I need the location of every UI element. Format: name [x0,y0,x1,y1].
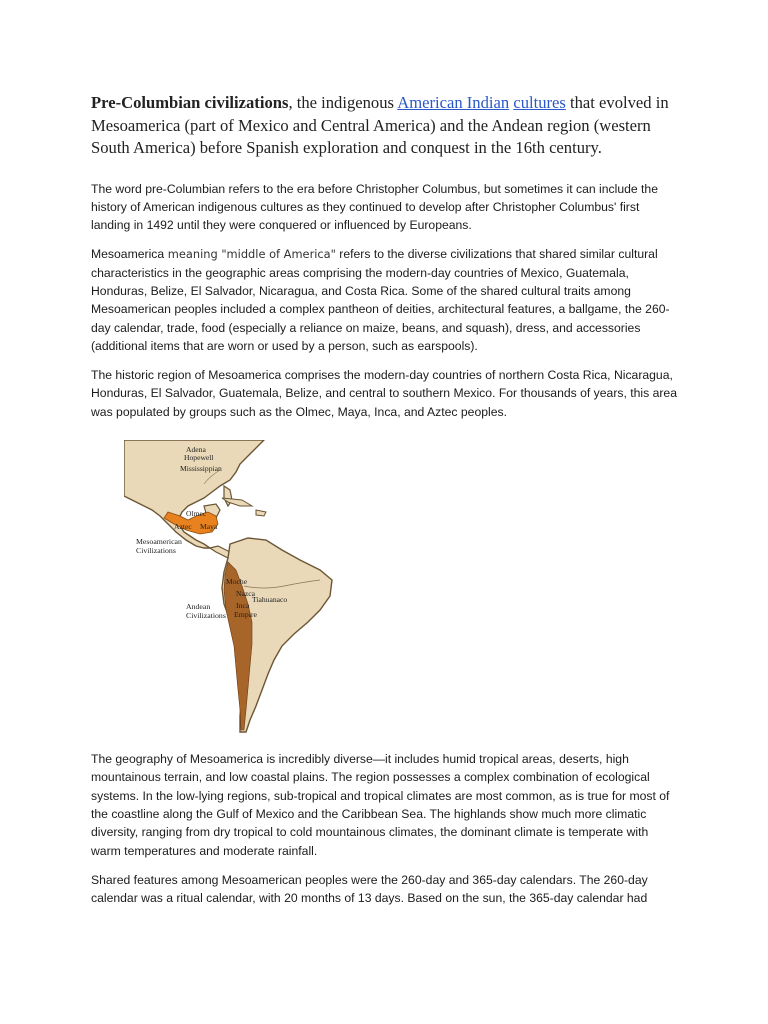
paragraph-mesoamerica-meaning: Mesoamerica meaning "middle of America" refers to the diverse civilizations that shared similar cultural characteristics in the geographic areas comprising the modern-day countries of Mexico, Guatemala, Honduras, Belize, El Salvador, Nicaragua, and Costa Rica. Some of the shared cultural traits among Mesoamerican peoples included a complex pantheon of deities, architectural features, a ballgame, the 260-day calendar, trade, food (especially a reliance on maize, beans, and squash), dress, and accessories (additional items that are worn or used by a person, such as earspools). [91,247,670,353]
label-mississippian: Mississippian [180,464,222,474]
label-adena: Adena [186,445,206,455]
link-cultures[interactable]: cultures [513,93,566,112]
label-hopewell: Hopewell [184,453,214,463]
label-inca: Inca [236,601,250,611]
label-aztec: Aztec [174,522,192,532]
label-inca-empire: Empire [234,610,257,620]
map-svg [124,440,336,738]
paragraph-geography: The geography of Mesoamerica is incredibly diverse—it includes humid tropical areas, deserts, high mountainous terrain, and low coastal plains. The region possesses a complex combination of ecological systems. In the low-lying regions, sub-tropical and tropical climates are most common, as is true for most of the coastline along the Gulf of Mexico and the Caribbean Sea. The highlands show much more climatic diversity, ranging from dry tropical to cold mountainous climates, the dominant climate is temperate with warm temperatures and moderate rainfall. [91,752,670,858]
label-tiahuanaco: Tiahuanaco [252,595,288,605]
americas-civilizations-map [124,440,336,738]
label-nazca: Nazca [236,589,255,599]
link-american-indian[interactable]: American Indian [397,93,510,112]
paragraph-historic-region: The historic region of Mesoamerica comprises the modern-day countries of northern Costa Rica, Nicaragua, Honduras, El Salvador, Guatemala, Belize, and central to southern Mexico. For thousands of years, this area was populated by groups such as the Olmec, Maya, Inca, and Aztec peoples. [91,368,677,419]
lead-paragraph: Pre-Columbian civilizations, the indigenous American Indian cultures that evolved in Mesoamerica (part of Mexico and Central America) and the Andean region (western South America) before Spanish exploration and conquest in the 16th century. [91,93,669,157]
document-page [91,92,681,918]
paragraph-calendars: Shared features among Mesoamerican peoples were the 260-day and 365-day calendars. The 260-day calendar was a ritual calendar, with 20 months of 13 days. Based on the sun, the 365-day calendar had [91,872,648,906]
label-olmec: Olmec [186,509,207,519]
label-andean: Andean [186,602,211,612]
label-andean-civilizations: Civilizations [186,611,226,621]
label-mesoamerican: Mesoamerican [136,537,182,547]
paragraph-pre-columbian: The word pre-Columbian refers to the era before Christopher Columbus, but sometimes it can include the history of American indigenous cultures as they continued to develop after Christopher Columbus' first landing in 1492 until they were conquered or influenced by Europeans. [91,181,658,233]
lead-title: Pre-Columbian civilizations [91,93,289,112]
label-maya: Maya [200,522,218,532]
label-moche: Moche [226,577,248,587]
label-mesoamerican-civilizations: Civilizations [136,546,176,556]
